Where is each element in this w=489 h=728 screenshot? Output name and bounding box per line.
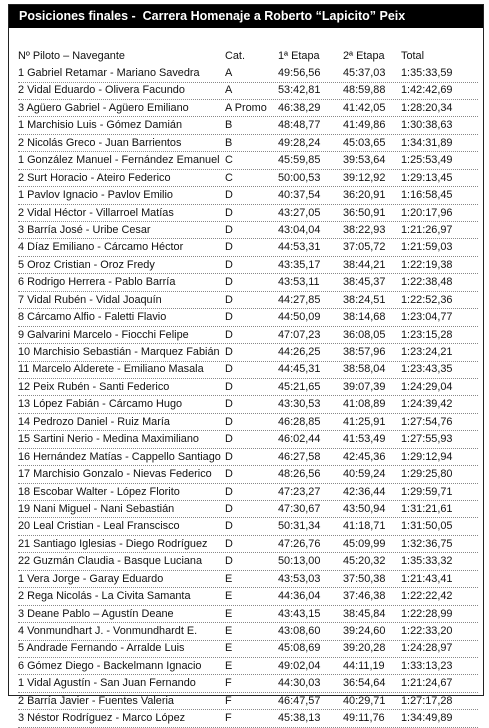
stage-2-time-cell: 41:08,89 [343,398,386,411]
table-row [18,257,478,274]
table-row [18,205,478,222]
total-time-cell: 1:35:33,32 [401,555,453,568]
stage-1-time-cell: 49:56,56 [278,67,321,79]
stage-2-time-cell: 38:45,37 [343,276,386,289]
category-cell: E [225,590,233,603]
category-cell: B [225,119,233,132]
pilot-navigator-cell: 1 Gabriel Retamar - Mariano Savedra [18,67,200,79]
stage-2-time-cell: 37:50,38 [343,572,386,585]
pilot-navigator-cell: 5 Andrade Fernando - Arralde Luis [18,642,185,655]
stage-1-time-cell: 40:37,54 [278,189,321,202]
stage-1-time-cell: 45:21,65 [278,380,321,393]
category-cell: A [225,67,233,79]
table-row [18,466,478,483]
stage-2-time-cell: 42:36,44 [343,485,386,498]
table-row [18,361,478,378]
stage-1-time-cell: 43:04,04 [278,223,321,236]
category-cell: D [225,223,233,236]
pilot-navigator-cell: 1 Pavlov Ignacio - Pavlov Emilio [18,189,173,202]
table-row [18,239,478,256]
pilot-navigator-cell: 1 González Manuel - Fernández Emanuel [18,154,220,167]
stage-1-time-cell: 47:26,76 [278,537,321,550]
header-category: Cat. [225,50,245,62]
pilot-navigator-cell: 2 Surt Horacio - Ateiro Federico [18,171,171,184]
header-stage-2: 2ª Etapa [343,50,385,62]
category-cell: D [225,206,233,219]
category-cell: D [225,433,233,446]
table-row [18,431,478,448]
table-row [18,484,478,501]
table-row [18,518,478,535]
pilot-navigator-cell: 2 Vidal Héctor - Villarroel Matías [18,206,174,219]
header-total: Total [401,50,425,62]
table-row [18,170,478,187]
pilot-navigator-cell: 5 Oroz Cristian - Oroz Fredy [18,258,155,271]
total-time-cell: 1:22:22,42 [401,590,453,603]
stage-2-time-cell: 38:44,21 [343,258,386,271]
stage-2-time-cell: 39:12,92 [343,171,386,184]
category-cell: F [225,712,232,725]
stage-2-time-cell: 48:59,88 [343,84,386,97]
total-time-cell: 1:23:24,21 [401,346,453,358]
stage-1-time-cell: 44:53,31 [278,241,321,254]
table-row [18,658,478,675]
stage-2-time-cell: 41:18,71 [343,520,386,533]
stage-1-time-cell: 50:13,00 [278,555,321,568]
total-time-cell: 1:22:52,36 [401,293,453,306]
table-row [18,379,478,396]
category-cell: D [225,363,233,376]
pilot-navigator-cell: 16 Hernández Matías - Cappello Santiago [18,450,221,463]
stage-2-time-cell: 45:37,03 [343,67,386,79]
pilot-navigator-cell: 10 Marchisio Sebastián - Marquez Fabián [18,346,220,358]
stage-1-time-cell: 43:30,53 [278,398,321,411]
stage-2-time-cell: 38:24,51 [343,293,386,306]
stage-1-time-cell: 53:42,81 [278,84,321,97]
stage-1-time-cell: 50:00,53 [278,171,321,184]
total-time-cell: 1:28:20,34 [401,101,453,114]
table-row [18,710,478,727]
total-time-cell: 1:29:13,45 [401,171,453,184]
stage-1-time-cell: 43:43,15 [278,607,321,620]
stage-2-time-cell: 38:45,84 [343,607,386,620]
table-row [18,222,478,239]
total-time-cell: 1:21:24,67 [401,677,453,690]
category-cell: D [225,189,233,202]
pilot-navigator-cell: 11 Marcelo Alderete - Emiliano Masala [18,363,204,376]
pilot-navigator-cell: 19 Nani Miguel - Nani Sebastián [18,502,175,515]
total-time-cell: 1:34:31,89 [401,136,453,149]
table-row [18,344,478,361]
table-row [18,588,478,605]
total-time-cell: 1:21:59,03 [401,241,453,254]
category-cell: D [225,520,233,533]
category-cell: D [225,555,233,568]
total-time-cell: 1:25:53,49 [401,154,453,167]
table-row [18,640,478,657]
stage-1-time-cell: 49:28,24 [278,136,321,149]
pilot-navigator-cell: 1 Vera Jorge - Garay Eduardo [18,572,164,585]
total-time-cell: 1:35:33,59 [401,67,453,79]
stage-1-time-cell: 43:35,17 [278,258,321,271]
table-body [18,65,478,728]
stage-2-time-cell: 41:25,91 [343,415,386,428]
pilot-navigator-cell: 3 Barría José - Uribe Cesar [18,223,151,236]
pilot-navigator-cell: 6 Rodrigo Herrera - Pablo Barría [18,276,176,289]
stage-2-time-cell: 36:20,91 [343,189,386,202]
stage-2-time-cell: 38:14,68 [343,311,386,324]
stage-2-time-cell: 38:22,93 [343,223,386,236]
stage-1-time-cell: 49:02,04 [278,659,321,672]
pilot-navigator-cell: 7 Vidal Rubén - Vidal Joaquín [18,293,162,306]
total-time-cell: 1:22:28,99 [401,607,453,620]
stage-2-time-cell: 41:42,05 [343,101,386,114]
table-row [18,117,478,134]
total-time-cell: 1:22:38,48 [401,276,453,289]
category-cell: D [225,311,233,324]
pilot-navigator-cell: 15 Sartini Nerio - Medina Maximiliano [18,433,199,446]
stage-1-time-cell: 46:38,29 [278,101,321,114]
category-cell: D [225,258,233,271]
stage-1-time-cell: 43:53,03 [278,572,321,585]
category-cell: A Promo [225,101,267,114]
category-cell: D [225,328,233,341]
stage-2-time-cell: 37:05,72 [343,241,386,254]
stage-2-time-cell: 38:57,96 [343,346,386,358]
table-row [18,606,478,623]
table-row [18,553,478,570]
pilot-navigator-cell: 2 Rega Nicolás - La Civita Samanta [18,590,191,603]
total-time-cell: 1:32:36,75 [401,537,453,550]
stage-1-time-cell: 50:31,34 [278,520,321,533]
pilot-navigator-cell: 17 Marchisio Gonzalo - Nievas Federico [18,468,212,481]
stage-2-time-cell: 41:53,49 [343,433,386,446]
pilot-navigator-cell: 14 Pedrozo Daniel - Ruiz María [18,415,170,428]
stage-1-time-cell: 46:28,85 [278,415,321,428]
table-row [18,152,478,169]
table-row [18,693,478,710]
stage-2-time-cell: 39:53,64 [343,154,386,167]
stage-2-time-cell: 39:20,28 [343,642,386,655]
stage-1-time-cell: 47:23,27 [278,485,321,498]
total-time-cell: 1:42:42,69 [401,84,453,97]
total-time-cell: 1:31:21,61 [401,502,453,515]
total-time-cell: 1:27:54,76 [401,415,453,428]
stage-1-time-cell: 46:27,58 [278,450,321,463]
total-time-cell: 1:24:28,97 [401,642,453,655]
stage-2-time-cell: 36:50,91 [343,206,386,219]
total-time-cell: 1:23:15,28 [401,328,453,341]
category-cell: D [225,485,233,498]
pilot-navigator-cell: 22 Guzmán Claudia - Basque Luciana [18,555,203,568]
stage-2-time-cell: 40:59,24 [343,468,386,481]
stage-1-time-cell: 45:38,13 [278,712,321,725]
stage-1-time-cell: 43:08,60 [278,625,321,637]
table-row [18,292,478,309]
stage-1-time-cell: 43:53,11 [278,276,320,289]
category-cell: D [225,537,233,550]
pilot-navigator-cell: 12 Peix Rubén - Santi Federico [18,380,170,393]
stage-2-time-cell: 40:29,71 [343,694,386,707]
stage-2-time-cell: 37:46,38 [343,590,386,603]
stage-1-time-cell: 47:30,67 [278,502,321,515]
pilot-navigator-cell: 18 Escobar Walter - López Florito [18,485,180,498]
total-time-cell: 1:22:33,20 [401,625,453,637]
stage-2-time-cell: 36:08,05 [343,328,386,341]
pilot-navigator-cell: 3 Agüero Gabriel - Agüero Emiliano [18,101,189,114]
pilot-navigator-cell: 9 Galvarini Marcelo - Fiocchi Felipe [18,328,189,341]
table-row [18,623,478,640]
total-time-cell: 1:23:43,35 [401,363,453,376]
stage-1-time-cell: 47:07,23 [278,328,321,341]
stage-2-time-cell: 45:09,99 [343,537,386,550]
total-time-cell: 1:33:13,23 [401,659,453,672]
category-cell: E [225,572,233,585]
category-cell: D [225,380,233,393]
category-cell: D [225,293,233,306]
pilot-navigator-cell: 1 Marchisio Luis - Gómez Damián [18,119,183,132]
stage-1-time-cell: 44:26,25 [278,346,321,358]
header-stage-1: 1ª Etapa [278,50,320,62]
stage-2-time-cell: 45:20,32 [343,555,386,568]
pilot-navigator-cell: 2 Vidal Eduardo - Olivera Facundo [18,84,185,97]
stage-2-time-cell: 44:11,19 [343,659,385,672]
table-row [18,135,478,152]
table-row [18,414,478,431]
total-time-cell: 1:29:59,71 [401,485,453,498]
category-cell: D [225,415,233,428]
category-cell: D [225,502,233,515]
table-row [18,327,478,344]
stage-2-time-cell: 45:03,65 [343,136,386,149]
pilot-navigator-cell: 4 Díaz Emiliano - Cárcamo Héctor [18,241,184,254]
stage-2-time-cell: 36:54,64 [343,677,386,690]
pilot-navigator-cell: 21 Santiago Iglesias - Diego Rodríguez [18,537,208,550]
pilot-navigator-cell: 8 Cárcamo Alfio - Faletti Flavio [18,311,167,324]
stage-2-time-cell: 42:45,36 [343,450,386,463]
pilot-navigator-cell: 1 Vidal Agustín - San Juan Fernando [18,677,196,690]
total-time-cell: 1:27:17,28 [401,694,453,707]
category-cell: E [225,625,233,637]
table-row [18,449,478,466]
category-cell: D [225,241,233,254]
table-row [18,536,478,553]
stage-1-time-cell: 44:27,85 [278,293,321,306]
table-row [18,100,478,117]
stage-1-time-cell: 48:26,56 [278,468,321,481]
total-time-cell: 1:24:39,42 [401,398,453,411]
category-cell: B [225,136,233,149]
stage-1-time-cell: 45:08,69 [278,642,321,655]
header-pilot-navigator: Nº Piloto – Navegante [18,50,125,62]
category-cell: E [225,642,233,655]
table-row [18,571,478,588]
table-row [18,65,478,82]
stage-1-time-cell: 46:02,44 [278,433,321,446]
category-cell: F [225,694,232,707]
total-time-cell: 1:24:29,04 [401,380,453,393]
pilot-navigator-cell: 20 Leal Cristian - Leal Franscisco [18,520,180,533]
table-row [18,501,478,518]
stage-2-time-cell: 49:11,76 [343,712,385,725]
category-cell: E [225,607,233,620]
stage-2-time-cell: 38:58,04 [343,363,386,376]
pilot-navigator-cell: 3 Néstor Rodríguez - Marco López [18,712,186,725]
category-cell: D [225,276,233,289]
table-row [18,82,478,99]
table-row [18,187,478,204]
category-cell: D [225,346,233,358]
stage-1-time-cell: 43:27,05 [278,206,321,219]
pilot-navigator-cell: 4 Vonmundhart J. - Vonmundhardt E. [18,625,198,637]
stage-1-time-cell: 46:47,57 [278,694,321,707]
pilot-navigator-cell: 2 Nicolás Greco - Juan Barrientos [18,136,182,149]
stage-2-time-cell: 43:50,94 [343,502,386,515]
pilot-navigator-cell: 13 López Fabián - Cárcamo Hugo [18,398,183,411]
total-time-cell: 1:31:50,05 [401,520,453,533]
category-cell: C [225,171,233,184]
total-time-cell: 1:23:04,77 [401,311,453,324]
total-time-cell: 1:27:55,93 [401,433,453,446]
total-time-cell: 1:34:49,89 [401,712,453,725]
stage-1-time-cell: 45:59,85 [278,154,321,167]
total-time-cell: 1:30:38,63 [401,119,453,132]
page-title: Posiciones finales - Carrera Homenaje a Roberto “Lapicito” Peix [9,5,483,28]
category-cell: C [225,154,233,167]
results-table [18,48,478,728]
total-time-cell: 1:20:17,96 [401,206,453,219]
table-header [18,48,478,65]
stage-1-time-cell: 44:30,03 [278,677,321,690]
category-cell: F [225,677,232,690]
table-row [18,675,478,692]
pilot-navigator-cell: 6 Gómez Diego - Backelmann Ignacio [18,659,202,672]
category-cell: D [225,468,233,481]
stage-2-time-cell: 41:49,86 [343,119,386,132]
stage-1-time-cell: 44:36,04 [278,590,321,603]
pilot-navigator-cell: 3 Deane Pablo – Agustín Deane [18,607,174,620]
category-cell: D [225,398,233,411]
total-time-cell: 1:22:19,38 [401,258,453,271]
table-row [18,309,478,326]
stage-1-time-cell: 44:45,31 [278,363,321,376]
total-time-cell: 1:21:43,41 [401,572,453,585]
category-cell: D [225,450,233,463]
total-time-cell: 1:29:12,94 [401,450,453,463]
total-time-cell: 1:29:25,80 [401,468,453,481]
stage-1-time-cell: 44:50,09 [278,311,321,324]
stage-2-time-cell: 39:24,60 [343,625,386,637]
total-time-cell: 1:16:58,45 [401,189,453,202]
table-row [18,396,478,413]
stage-1-time-cell: 48:48,77 [278,119,321,132]
category-cell: A [225,84,233,97]
table-row [18,274,478,291]
pilot-navigator-cell: 2 Barría Javier - Fuentes Valeria [18,694,174,707]
category-cell: E [225,659,233,672]
stage-2-time-cell: 39:07,39 [343,380,386,393]
total-time-cell: 1:21:26,97 [401,223,453,236]
